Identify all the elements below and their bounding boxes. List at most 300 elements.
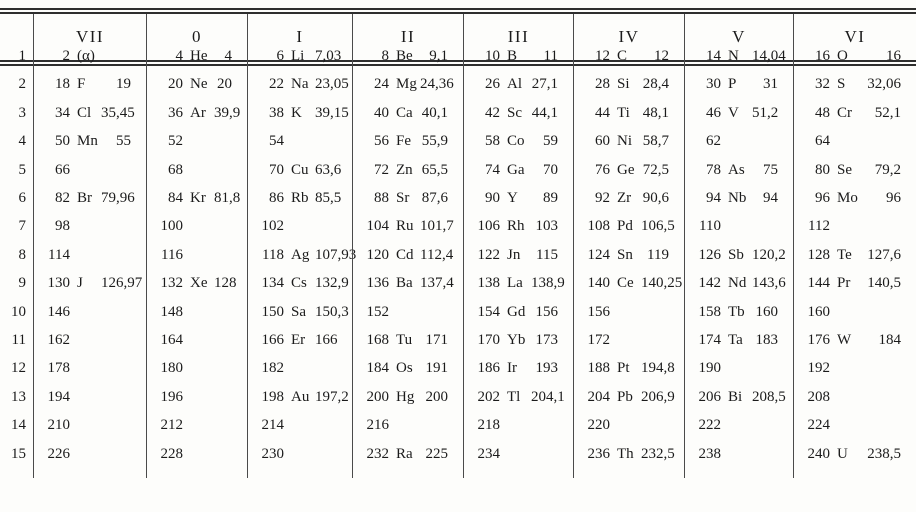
atomic-weight: 232,5 bbox=[641, 445, 675, 462]
table-footer-space bbox=[573, 468, 684, 478]
element-cell bbox=[146, 326, 247, 354]
element-cell bbox=[573, 298, 684, 326]
even-number: 228 bbox=[160, 445, 183, 462]
element-cell bbox=[352, 241, 463, 269]
element-cell bbox=[247, 213, 352, 241]
even-number: 210 bbox=[47, 417, 70, 434]
element-symbol: Y bbox=[507, 190, 518, 207]
even-number: 92 bbox=[595, 190, 610, 207]
element-symbol: W bbox=[837, 331, 852, 348]
element-cell bbox=[684, 99, 793, 127]
atomic-weight: 225 bbox=[425, 445, 448, 462]
element-symbol: Mn bbox=[77, 133, 98, 150]
element-symbol: Jn bbox=[507, 246, 521, 263]
even-number: 14 bbox=[706, 48, 721, 65]
periodic-table bbox=[0, 8, 916, 497]
element-symbol: Kr bbox=[190, 190, 206, 207]
element-cell bbox=[33, 184, 146, 212]
even-number: 50 bbox=[55, 133, 70, 150]
element-cell bbox=[352, 42, 463, 70]
even-number: 68 bbox=[168, 161, 183, 178]
atomic-weight: 94 bbox=[763, 190, 778, 207]
element-symbol: Ba bbox=[396, 275, 413, 292]
element-cell bbox=[352, 411, 463, 439]
atomic-weight: 112,4 bbox=[420, 246, 454, 263]
element-symbol: Fe bbox=[396, 133, 411, 150]
element-cell bbox=[684, 440, 793, 468]
element-cell bbox=[573, 156, 684, 184]
even-number: 236 bbox=[587, 445, 610, 462]
element-cell bbox=[573, 128, 684, 156]
even-number: 72 bbox=[374, 161, 389, 178]
element-symbol: Li bbox=[291, 48, 305, 65]
even-number: 144 bbox=[807, 275, 830, 292]
table-footer-space bbox=[146, 468, 247, 478]
element-cell bbox=[684, 156, 793, 184]
element-cell bbox=[247, 355, 352, 383]
row-number: 1 bbox=[18, 48, 26, 65]
even-number: 158 bbox=[698, 303, 721, 320]
even-number: 212 bbox=[160, 417, 183, 434]
atomic-weight: 87,6 bbox=[421, 190, 448, 207]
element-symbol: Br bbox=[77, 190, 92, 207]
atomic-weight: 120,2 bbox=[752, 246, 786, 263]
element-cell bbox=[573, 42, 684, 70]
element-symbol: Pt bbox=[617, 360, 630, 377]
atomic-weight: 81,8 bbox=[214, 190, 241, 207]
element-cell bbox=[352, 156, 463, 184]
element-symbol: Au bbox=[291, 388, 310, 405]
even-number: 214 bbox=[261, 417, 284, 434]
element-symbol: N bbox=[728, 48, 739, 65]
element-cell bbox=[33, 42, 146, 70]
element-symbol: Tl bbox=[507, 388, 521, 405]
atomic-weight: 183 bbox=[755, 331, 778, 348]
table-footer-space bbox=[352, 468, 463, 478]
atomic-weight: 9,1 bbox=[429, 48, 448, 65]
even-number: 32 bbox=[815, 76, 830, 93]
element-cell bbox=[352, 213, 463, 241]
atomic-weight: 44,1 bbox=[531, 104, 558, 121]
even-number: 38 bbox=[269, 104, 284, 121]
column-header-v: V bbox=[684, 14, 793, 66]
element-cell bbox=[33, 241, 146, 269]
element-symbol: Sr bbox=[396, 190, 410, 207]
even-number: 194 bbox=[47, 388, 70, 405]
even-number: 226 bbox=[47, 445, 70, 462]
atomic-weight: 200 bbox=[425, 388, 448, 405]
element-cell bbox=[352, 440, 463, 468]
even-number: 20 bbox=[168, 76, 183, 93]
element-symbol: Na bbox=[291, 76, 309, 93]
atomic-weight: 204,1 bbox=[531, 388, 565, 405]
even-number: 118 bbox=[262, 246, 284, 263]
element-cell bbox=[33, 298, 146, 326]
element-symbol: La bbox=[507, 275, 523, 292]
element-cell bbox=[352, 270, 463, 298]
element-symbol: Zn bbox=[396, 161, 413, 178]
even-number: 148 bbox=[160, 303, 183, 320]
even-number: 188 bbox=[587, 360, 610, 377]
element-cell bbox=[146, 298, 247, 326]
element-symbol: Nd bbox=[728, 275, 747, 292]
row-number: 2 bbox=[18, 76, 26, 93]
element-cell bbox=[793, 213, 916, 241]
element-cell bbox=[684, 213, 793, 241]
element-cell bbox=[33, 128, 146, 156]
element-symbol: C bbox=[617, 48, 628, 65]
even-number: 40 bbox=[374, 104, 389, 121]
even-number: 178 bbox=[47, 360, 70, 377]
element-cell bbox=[33, 71, 146, 99]
even-number: 220 bbox=[587, 417, 610, 434]
element-symbol: Sb bbox=[728, 246, 744, 263]
even-number: 74 bbox=[485, 161, 500, 178]
even-number: 134 bbox=[261, 275, 284, 292]
row-number: 9 bbox=[18, 275, 26, 292]
row-number: 10 bbox=[11, 303, 26, 320]
atomic-weight: 150,3 bbox=[315, 303, 349, 320]
element-symbol: Rb bbox=[291, 190, 309, 207]
atomic-weight: 166 bbox=[315, 331, 338, 348]
even-number: 124 bbox=[587, 246, 610, 263]
atomic-weight: 59 bbox=[543, 133, 558, 150]
element-symbol: Ni bbox=[617, 133, 632, 150]
atomic-weight: 132,9 bbox=[315, 275, 349, 292]
atomic-weight: 65,5 bbox=[421, 161, 448, 178]
even-number: 2 bbox=[62, 48, 70, 65]
even-number: 126 bbox=[698, 246, 721, 263]
element-cell bbox=[793, 241, 916, 269]
even-number: 26 bbox=[485, 76, 500, 93]
even-number: 16 bbox=[815, 48, 830, 65]
element-symbol: K bbox=[291, 104, 302, 121]
even-number: 54 bbox=[269, 133, 284, 150]
even-number: 12 bbox=[595, 48, 610, 65]
element-cell bbox=[146, 42, 247, 70]
element-cell bbox=[247, 156, 352, 184]
element-symbol: Cr bbox=[837, 104, 852, 121]
row-number: 6 bbox=[18, 190, 26, 207]
element-symbol: F bbox=[77, 76, 86, 93]
even-number: 234 bbox=[477, 445, 500, 462]
atomic-weight: 194,8 bbox=[641, 360, 675, 377]
atomic-weight: 119 bbox=[647, 246, 669, 263]
element-symbol: Os bbox=[396, 360, 413, 377]
element-symbol: Cu bbox=[291, 161, 309, 178]
element-cell bbox=[793, 99, 916, 127]
element-cell bbox=[146, 270, 247, 298]
even-number: 200 bbox=[366, 388, 389, 405]
atomic-weight: 7,03 bbox=[315, 48, 342, 65]
element-cell bbox=[463, 355, 573, 383]
column-header-i: I bbox=[247, 14, 352, 66]
element-cell bbox=[247, 184, 352, 212]
even-number: 28 bbox=[595, 76, 610, 93]
element-symbol: Cd bbox=[396, 246, 414, 263]
even-number: 152 bbox=[366, 303, 389, 320]
element-symbol: Al bbox=[507, 76, 522, 93]
even-number: 98 bbox=[55, 218, 70, 235]
atomic-weight: 31 bbox=[763, 76, 778, 93]
element-cell bbox=[463, 213, 573, 241]
even-number: 18 bbox=[55, 76, 70, 93]
atomic-weight: 63,6 bbox=[315, 161, 342, 178]
element-symbol: Si bbox=[617, 76, 630, 93]
element-cell bbox=[573, 99, 684, 127]
element-cell bbox=[793, 298, 916, 326]
element-symbol: O bbox=[837, 48, 848, 65]
row-number: 7 bbox=[18, 218, 26, 235]
even-number: 232 bbox=[366, 445, 389, 462]
element-cell bbox=[463, 326, 573, 354]
atomic-weight: 143,6 bbox=[752, 275, 786, 292]
element-cell bbox=[33, 383, 146, 411]
even-number: 132 bbox=[160, 275, 183, 292]
element-cell bbox=[684, 71, 793, 99]
element-cell bbox=[247, 298, 352, 326]
atomic-weight: 90,6 bbox=[642, 190, 669, 207]
even-number: 30 bbox=[706, 76, 721, 93]
atomic-weight: 106,5 bbox=[641, 218, 675, 235]
atomic-weight: 4 bbox=[224, 48, 232, 65]
atomic-weight: 101,7 bbox=[420, 218, 454, 235]
element-cell bbox=[33, 326, 146, 354]
even-number: 172 bbox=[587, 331, 610, 348]
atomic-weight: 184 bbox=[878, 331, 901, 348]
element-cell bbox=[352, 71, 463, 99]
element-cell bbox=[463, 156, 573, 184]
even-number: 114 bbox=[48, 246, 70, 263]
even-number: 190 bbox=[698, 360, 721, 377]
element-symbol: Pb bbox=[617, 388, 633, 405]
atomic-weight: 12 bbox=[654, 48, 669, 65]
element-cell bbox=[247, 440, 352, 468]
element-cell bbox=[573, 270, 684, 298]
element-symbol: Sa bbox=[291, 303, 306, 320]
element-cell bbox=[793, 411, 916, 439]
atomic-weight: 32,06 bbox=[867, 76, 901, 93]
table-footer-space bbox=[684, 468, 793, 478]
atomic-weight: 19 bbox=[116, 76, 131, 93]
even-number: 24 bbox=[374, 76, 389, 93]
atomic-weight: 79,2 bbox=[874, 161, 901, 178]
atomic-weight: 23,05 bbox=[315, 76, 349, 93]
atomic-weight: 197,2 bbox=[315, 388, 349, 405]
even-number: 164 bbox=[160, 331, 183, 348]
element-symbol: Ti bbox=[617, 104, 630, 121]
element-cell bbox=[793, 270, 916, 298]
element-cell bbox=[684, 411, 793, 439]
table-footer-space bbox=[463, 468, 573, 478]
element-cell bbox=[684, 128, 793, 156]
element-symbol: Se bbox=[837, 161, 852, 178]
even-number: 140 bbox=[587, 275, 610, 292]
even-number: 116 bbox=[161, 246, 183, 263]
even-number: 88 bbox=[374, 190, 389, 207]
element-cell bbox=[573, 440, 684, 468]
even-number: 218 bbox=[477, 417, 500, 434]
element-symbol: B bbox=[507, 48, 518, 65]
element-symbol: Sn bbox=[617, 246, 633, 263]
even-number: 208 bbox=[807, 388, 830, 405]
column-header-0: 0 bbox=[146, 14, 247, 66]
element-symbol: As bbox=[728, 161, 745, 178]
element-symbol: Tb bbox=[728, 303, 745, 320]
element-cell bbox=[684, 298, 793, 326]
atomic-weight: 140,5 bbox=[867, 275, 901, 292]
element-cell bbox=[146, 213, 247, 241]
even-number: 166 bbox=[261, 331, 284, 348]
even-number: 142 bbox=[698, 275, 721, 292]
atomic-weight: 208,5 bbox=[752, 388, 786, 405]
atomic-weight: 51,2 bbox=[752, 104, 779, 121]
even-number: 82 bbox=[55, 190, 70, 207]
even-number: 60 bbox=[595, 133, 610, 150]
element-cell bbox=[146, 156, 247, 184]
element-cell bbox=[793, 440, 916, 468]
element-cell bbox=[247, 411, 352, 439]
column-header-vii: VII bbox=[33, 14, 146, 66]
even-number: 154 bbox=[477, 303, 500, 320]
atomic-weight: 171 bbox=[425, 331, 448, 348]
even-number: 102 bbox=[261, 218, 284, 235]
element-symbol: S bbox=[837, 76, 846, 93]
table-footer-space bbox=[33, 468, 146, 478]
even-number: 192 bbox=[807, 360, 830, 377]
element-cell bbox=[146, 99, 247, 127]
atomic-weight: 55 bbox=[116, 133, 131, 150]
atomic-weight: 238,5 bbox=[867, 445, 901, 462]
even-number: 168 bbox=[366, 331, 389, 348]
element-cell bbox=[352, 383, 463, 411]
element-symbol: P bbox=[728, 76, 737, 93]
atomic-weight: 191 bbox=[425, 360, 448, 377]
even-number: 90 bbox=[485, 190, 500, 207]
element-cell bbox=[573, 383, 684, 411]
even-number: 96 bbox=[815, 190, 830, 207]
element-cell bbox=[573, 71, 684, 99]
element-cell bbox=[573, 213, 684, 241]
even-number: 6 bbox=[276, 48, 284, 65]
element-cell bbox=[793, 128, 916, 156]
atomic-weight: 140,25 bbox=[641, 275, 683, 292]
atomic-weight: 107,93 bbox=[315, 246, 357, 263]
element-cell bbox=[33, 440, 146, 468]
element-cell bbox=[573, 355, 684, 383]
element-cell bbox=[573, 184, 684, 212]
element-cell bbox=[684, 241, 793, 269]
atomic-weight: 103 bbox=[535, 218, 558, 235]
row-number: 15 bbox=[11, 445, 26, 462]
even-number: 46 bbox=[706, 104, 721, 121]
even-number: 198 bbox=[261, 388, 284, 405]
atomic-weight: 193 bbox=[535, 360, 558, 377]
even-number: 156 bbox=[587, 303, 610, 320]
element-cell bbox=[463, 411, 573, 439]
element-symbol: Bi bbox=[728, 388, 743, 405]
element-cell bbox=[793, 42, 916, 70]
atomic-weight: 27,1 bbox=[531, 76, 558, 93]
element-symbol: Zr bbox=[617, 190, 632, 207]
element-symbol: Cs bbox=[291, 275, 307, 292]
element-cell bbox=[33, 99, 146, 127]
element-cell bbox=[247, 241, 357, 269]
element-cell bbox=[33, 213, 146, 241]
atomic-weight: 20 bbox=[217, 76, 232, 93]
atomic-weight: 75 bbox=[763, 161, 778, 178]
column-header-iii: III bbox=[463, 14, 573, 66]
even-number: 112 bbox=[808, 218, 830, 235]
element-cell bbox=[247, 71, 352, 99]
element-symbol: He bbox=[190, 48, 208, 65]
element-cell bbox=[684, 326, 793, 354]
atomic-weight: 48,1 bbox=[642, 104, 669, 121]
even-number: 100 bbox=[160, 218, 183, 235]
even-number: 136 bbox=[366, 275, 389, 292]
even-number: 162 bbox=[47, 331, 70, 348]
row-number: 11 bbox=[11, 331, 26, 348]
even-number: 4 bbox=[175, 48, 183, 65]
element-cell bbox=[146, 128, 247, 156]
even-number: 36 bbox=[168, 104, 183, 121]
even-number: 8 bbox=[381, 48, 389, 65]
element-symbol: Mg bbox=[396, 76, 417, 93]
element-cell bbox=[793, 71, 916, 99]
element-symbol: V bbox=[728, 104, 739, 121]
element-cell bbox=[684, 270, 793, 298]
table-footer-space bbox=[247, 468, 352, 478]
atomic-weight: 39,9 bbox=[214, 104, 241, 121]
element-cell bbox=[463, 184, 573, 212]
element-cell bbox=[146, 440, 247, 468]
element-symbol: Hg bbox=[396, 388, 415, 405]
atomic-weight: 137,4 bbox=[420, 275, 454, 292]
even-number: 84 bbox=[168, 190, 183, 207]
even-number: 146 bbox=[47, 303, 70, 320]
even-number: 64 bbox=[815, 133, 830, 150]
row-number: 14 bbox=[11, 417, 26, 434]
element-symbol: Ra bbox=[396, 445, 413, 462]
even-number: 184 bbox=[366, 360, 389, 377]
element-symbol: Er bbox=[291, 331, 306, 348]
element-cell bbox=[352, 184, 463, 212]
even-number: 10 bbox=[485, 48, 500, 65]
atomic-weight: 115 bbox=[536, 246, 558, 263]
even-number: 76 bbox=[595, 161, 610, 178]
element-symbol: Co bbox=[507, 133, 525, 150]
element-symbol: Gd bbox=[507, 303, 526, 320]
element-cell bbox=[793, 383, 916, 411]
table-footer-space bbox=[0, 468, 33, 478]
element-symbol: Te bbox=[837, 246, 852, 263]
atomic-weight: 52,1 bbox=[874, 104, 901, 121]
even-number: 160 bbox=[807, 303, 830, 320]
element-symbol: Be bbox=[396, 48, 413, 65]
element-cell bbox=[684, 355, 793, 383]
even-number: 86 bbox=[269, 190, 284, 207]
element-symbol: Sc bbox=[507, 104, 522, 121]
even-number: 222 bbox=[698, 417, 721, 434]
even-number: 182 bbox=[261, 360, 284, 377]
element-symbol: Ru bbox=[396, 218, 414, 235]
element-cell bbox=[684, 383, 793, 411]
even-number: 216 bbox=[366, 417, 389, 434]
atomic-weight: 11 bbox=[543, 48, 558, 65]
element-cell bbox=[793, 326, 916, 354]
element-cell bbox=[352, 355, 463, 383]
even-number: 230 bbox=[261, 445, 284, 462]
